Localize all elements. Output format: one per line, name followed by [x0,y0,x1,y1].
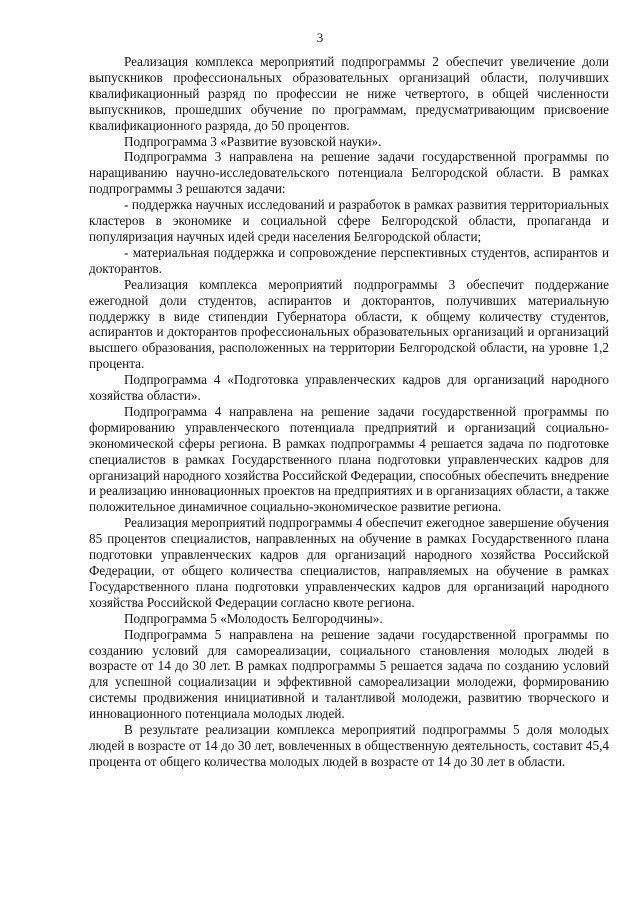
heading-subprogram-3: Подпрограмма 3 «Развитие вузовской науки». [124,133,382,149]
list-item-student-support: - материальная поддержка и сопровождение перспективных студентов, аспирантов и докторантов. [89,244,609,276]
paragraph-subprogram-3-result: Реализация комплекса мероприятий подпрограммы 3 обеспечит поддержание ежегодной доли студентов, аспирантов и докторантов, получивших материальную поддержку в виде стипендии Губернатора области, к общему количеству студентов, аспирантов и докторантов профессиональных образовательных организаций и организаций высшего образования, расположенных на территории Белгородской области, на уровне 1,2 процента. [89,276,609,372]
document-body [89,54,609,770]
heading-subprogram-4: Подпрограмма 4 «Подготовка управленческих кадров для организаций народного хозяйства области». [89,372,609,404]
paragraph-subprogram-3-goal: Подпрограмма 3 направлена на решение задачи государственной программы по наращиванию научно-исследовательского потенциала Белгородской области. В рамках подпрограммы 3 решаются задачи: [89,149,609,197]
paragraph-subprogram-5-goal: Подпрограмма 5 направлена на решение задачи государственной программы по созданию условий для самореализации, социального становления молодых людей в возрасте от 14 до 30 лет. В рамках подпрограммы 5 решается задача по созданию условий для успешной социализации и эффективной самореализации молодежи, формированию системы продвижения инициативной и талантливой молодежи, развитию творческого и инновационного потенциала молодых людей. [89,626,609,722]
paragraph-subprogram-5-result: В результате реализации комплекса мероприятий подпрограммы 5 доля молодых людей в возрасте от 14 до 30 лет, вовлеченных в общественную деятельность, составит 45,4 процента от общего количества молодых людей в возрасте от 14 до 30 лет в области. [89,722,609,769]
heading-subprogram-5: Подпрограмма 5 «Молодость Белгородчины». [124,610,383,626]
paragraph-subprogram-4-goal: Подпрограмма 4 направлена на решение задачи государственной программы по формированию управленческого потенциала предприятий и организаций социально-экономической сферы региона. В рамках подпрограммы 4 решается задача по подготовке специалистов в рамках Государственного плана подготовки управленческих кадров для организаций народного хозяйства Российской Федерации, способных обеспечить внедрение и реализацию инновационных проектов на предприятиях и в организациях области, а также положительное динамичное социально-экономическое развитие региона. [89,403,609,515]
paragraph-subprogram-2-result: Реализация комплекса мероприятий подпрограммы 2 обеспечит увеличение доли выпускников профессиональных образовательных организаций области, получивших квалификационный разряд по профессии не ниже четвертого, в общей численности выпускников, прошедших обучение по программам, предусматривающим присвоение квалификационного разряда, до 50 процентов. [89,54,609,133]
list-item-research-support: - поддержка научных исследований и разработок в рамках развития территориальных кластеров в экономике и социальной сфере Белгородской области, пропаганда и популяризация научных идей среди населения Белгородской области; [89,197,609,244]
paragraph-subprogram-4-result: Реализация мероприятий подпрограммы 4 обеспечит ежегодное завершение обучения 85 процентов специалистов, направленных на обучение в рамках Государственного плана подготовки управленческих кадров для организаций народного хозяйства Российской Федерации, от общего количества специалистов, направляемых на обучение в рамках Государственного плана подготовки управленческих кадров для организаций народного хозяйства Российской Федерации согласно квоте региона. [89,515,609,610]
page-number: 3 [316,30,324,45]
